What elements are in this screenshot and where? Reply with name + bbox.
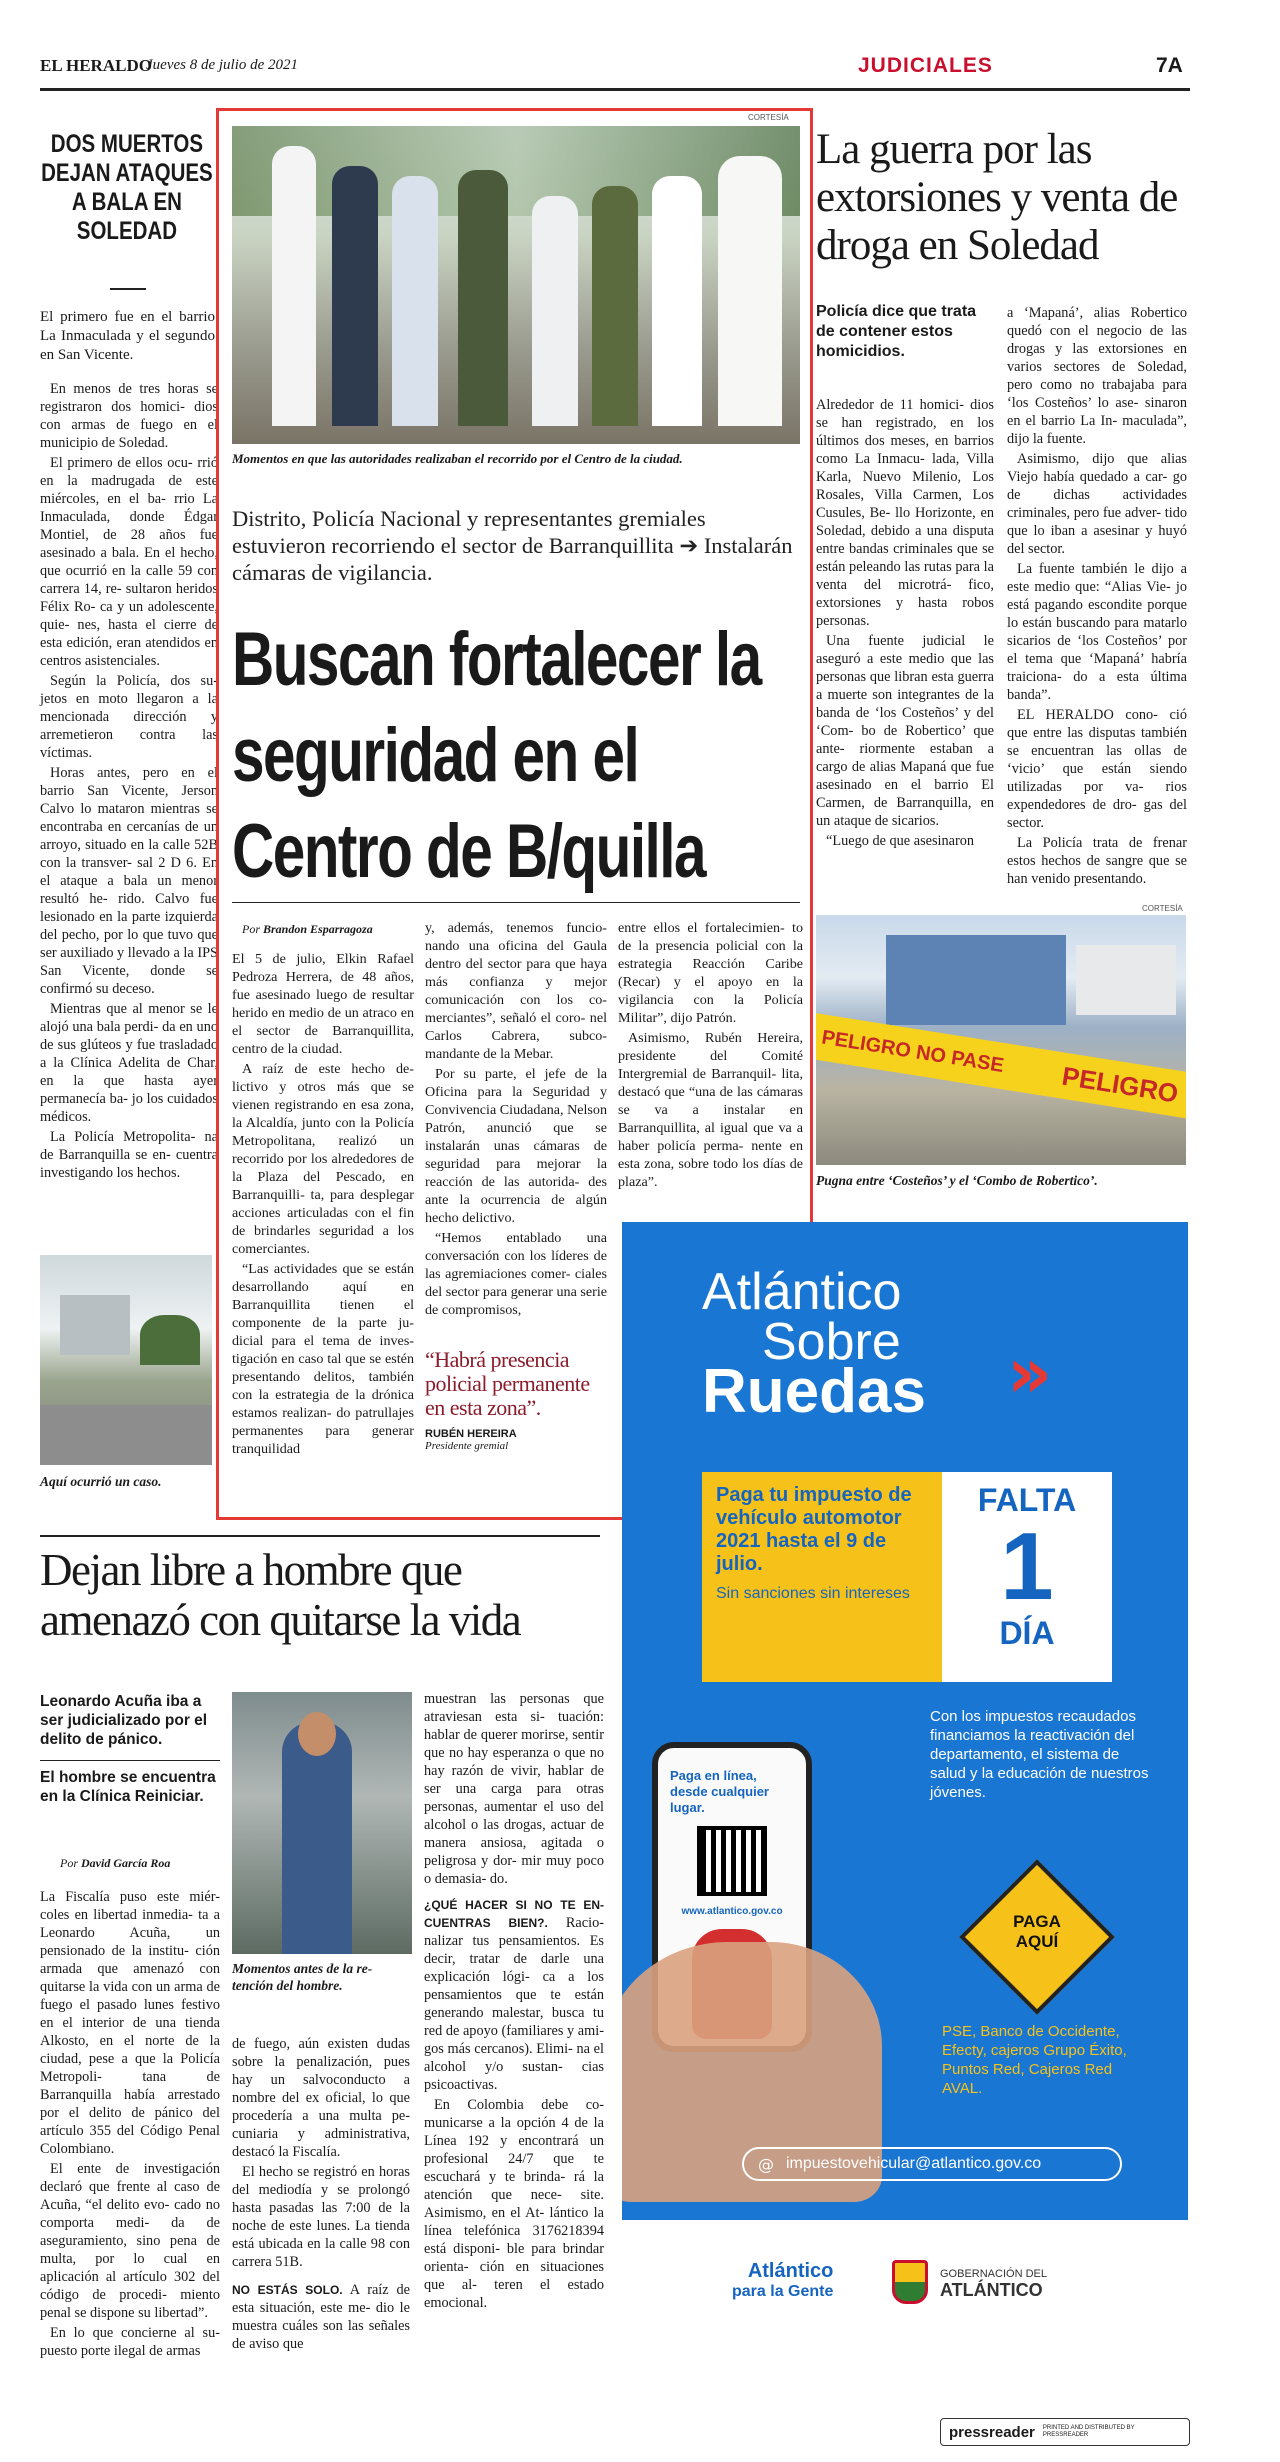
subhead: NO ESTÁS SOLO.: [232, 2283, 343, 2297]
paragraph: Asimismo, Rubén Hereira, presidente del Comité Intergremial de Barranquil- lita, destacó que “una de las cámaras se va a instalar en Barranquillita, al igual que va a haber policía perma- nente en esta zona, sobre todo los días de plaza”.: [618, 1030, 803, 1190]
paragraph: entre ellos el fortalecimien- to de la presencia policial con la estrategia Reacción Caribe (Recar) y el apoyo en la vigilancia con la Policía Militar”, dijo Patrón.: [618, 920, 803, 1026]
paragraph: de fuego, aún existen dudas sobre la penalización, pues hay un salvoconducto a nombre del ex oficial, lo que procedería a una multa pe- cuniaria y administrativa, destacó la Fiscalía.: [232, 2036, 410, 2160]
crest-icon: [892, 2260, 928, 2304]
person-shape: [532, 196, 578, 426]
ad-brand-2: Sobre: [762, 1313, 901, 1371]
paragraph: muestran las personas que atraviesan esta si- tuación: hablar de querer morirse, sentir que no hay esperanza o que no hay razón de vivir, hablar de ser una carga para otras personas, aumentar el uso del alcohol o las drogas, actuar de manera ansiosa, agitada o peligrosa y dor- mir muy poco o demasia- do.: [424, 1691, 604, 1887]
logo1-line2: para la Gente: [732, 2283, 834, 2300]
paragraph: Mientras que al menor se le alojó una bala perdi- da en uno de sus glúteos y fue trasladado a la Clínica Adelita de Char, en la que hasta ayer permanecía ba- jo los cuidados médicos.: [40, 1001, 218, 1125]
tape-text: PELIGRO: [1060, 1060, 1181, 1109]
paragraph: “Las actividades que se están desarrollando aquí en Barranquillita tienen el componente de la parte ju- dicial para el tema de inves- tigación en caso tal que se estén presentando delitos, también con la estrategia de la drónica estamos realizan- do patrullajes permanentes para generar tranquilidad: [232, 1261, 414, 1457]
section-name: JUDICIALES: [858, 54, 993, 77]
sign-line: PAGA: [1013, 1912, 1061, 1931]
ad-logos: [622, 2220, 1188, 2320]
head-shape: [298, 1712, 336, 1756]
main-photo-caption: Momentos en que las autoridades realizaban el recorrido por el Centro de la ciudad.: [232, 451, 683, 466]
main-quote: [425, 1348, 607, 1452]
left-body: [40, 380, 218, 1184]
byline-author: David García Roa: [81, 1856, 171, 1870]
paragraph: La Policía Metropolita- na de Barranquilla se en- cuentra investigando los hechos.: [40, 1129, 218, 1181]
paragraph: La Fiscalía puso este miér- coles en libertad inmedia- ta a Leonardo Acuña, un pensionado de la institu- ción armada que amenazó con quitarse la vida con un arma de fuego el pasado lunes festivo en el interior de una tienda Alkosto, en el norte de la ciudad, pese a que la Policía Metropoli- tana de Barranquilla había arrestado por el delito de pánico del artículo 355 del Código Penal Colombiano.: [40, 1889, 220, 2157]
left-story: [40, 130, 218, 1181]
bottom-summary-1: Leonardo Acuña iba a ser judicializado por el delito de pánico.: [40, 1693, 208, 1748]
paragraph: y, además, tenemos funcio- nando una oficina del Gaula dentro del sector para que haya más confianza y mejor comunicación con los co- merciantes”, señaló el coro- nel Carlos Cabrera, subco- mandante de la Mebar.: [425, 920, 607, 1062]
ad-brand-1: Atlántico: [702, 1263, 902, 1321]
main-byline: [242, 922, 373, 937]
person-shape: [272, 146, 316, 426]
paragraph: Alrededor de 11 homici- dios se han registrado, en los últimos dos meses, en barrios como La Inmacu- lada, Villa Karla, Nuevo Milenio, Los Rosales, Villa Carmen, Los Cusules, Be- llo Horizonte, en Soledad, debido a una disputa entre bandas criminales que se están peleando las rutas para la venta del microtrá- fico, extorsiones y hasta robos personas.: [816, 397, 994, 629]
main-col-1: [232, 950, 414, 1460]
paper-name: EL HERALDO: [40, 56, 152, 75]
left-photo-caption: Aquí ocurrió un caso.: [40, 1474, 162, 1489]
byline-prefix: Por: [242, 922, 260, 936]
left-summary: El primero fue en el barrio La Inmaculada y el segundo en San Vicente.: [40, 309, 215, 363]
paragraph: El ente de investigación declaró que frente al caso de Acuña, “el delito evo- cado no comporta medi- da de aseguramiento, sino pena de multa, por lo cual en aplicación al artículo 302 del código de procedi- miento penal se dispone su libertad”.: [40, 2161, 220, 2321]
tree-shape: [140, 1315, 200, 1365]
ad-blurb: Con los impuestos recaudados financiamos la reactivación del departamento, el sistema de salud y la educación de nuestros jóvenes.: [930, 1708, 1149, 1801]
chevron-icon: »: [1007, 1332, 1053, 1414]
right-col-1: [816, 396, 994, 852]
ad-dia: DÍA: [999, 1615, 1055, 1651]
paragraph: [232, 2281, 410, 2353]
header-rule: [40, 88, 1190, 91]
bottom-photo: [232, 1692, 412, 1954]
bottom-summary-2: El hombre se encuentra en la Clínica Reiniciar.: [40, 1769, 216, 1805]
sign-line: AQUÍ: [1015, 1932, 1059, 1951]
quote-role: Presidente gremial: [425, 1440, 509, 1452]
paragraph: El hecho se registró en horas del mediodía y se prolongó hasta pasadas las 7:00 de la noche de este lunes. La tienda está ubicada en la calle 98 con carrera 51B.: [232, 2164, 410, 2270]
pressreader-logo: pressreader: [949, 2423, 1035, 2441]
ad-promo-note: Sin sanciones sin intereses: [716, 1585, 910, 1602]
police-officer-shape: [458, 170, 508, 426]
phone-url: www.atlantico.gov.co: [681, 1906, 783, 1917]
bottom-byline: [60, 1856, 170, 1871]
person-shape: [652, 176, 702, 426]
left-headline: DOS MUERTOS DEJAN ATAQUES A BALA EN SOLEDAD: [41, 130, 213, 245]
paragraph-text: A raíz de esta situación, este me- dio le muestra cuáles son las señales de aviso que: [232, 2282, 410, 2352]
left-divider: [110, 288, 146, 290]
arrow-icon: ➔: [679, 533, 699, 558]
ad-countdown-box: [942, 1472, 1112, 1682]
ad-falta: FALTA: [977, 1482, 1077, 1518]
person-shape: [718, 156, 782, 426]
byline-prefix: Por: [60, 1856, 78, 1870]
house-shape: [1076, 945, 1176, 1015]
right-col-2: [1007, 304, 1187, 890]
right-photo-credit: CORTESÍA: [1142, 904, 1183, 913]
edition-date: Jueves 8 de julio de 2021: [146, 57, 299, 73]
warning-tape: [816, 1010, 1186, 1121]
tape-text: PELIGRO NO PASE: [820, 1026, 1006, 1077]
left-photo: [40, 1255, 212, 1465]
paragraph-text: Racio- nalizar tus pensamientos. Es decir, tratar de darle una explicación lógi- ca a los pensamientos que te están generando malestar, busca tu red de apoyo (familiares y ami- gos más cercanos). Elimi- na el alcohol y/o sustan- cias psicoactivas.: [424, 1915, 604, 2093]
man-shape: [282, 1722, 352, 1954]
right-headline: La guerra por las extorsiones y venta de droga en Soledad: [816, 126, 1178, 269]
main-photo: [232, 126, 800, 444]
person-shape: [332, 166, 378, 426]
soldier-shape: [592, 186, 638, 426]
subhead: ¿QUÉ HACER SI NO TE EN- CUENTRAS BIEN?.: [424, 1898, 604, 1930]
email-icon: @: [758, 2154, 774, 2174]
tax-ad: [622, 1222, 1188, 2220]
trees-shape: [232, 126, 800, 216]
logo2-line2: ATLÁNTICO: [940, 2280, 1043, 2300]
paragraph: La fuente también le dijo a este medio que: “Alias Vie- jo está pagando escondite porque lo están buscando para matarlo sicarios de ‘los Costeños’ por el tema que ‘Mapaná’ habría traiciona- do a esta última banda”.: [1007, 561, 1187, 703]
paragraph: Horas antes, pero en el barrio San Vicente, Jerson Calvo lo mataron mientras se encontraba en cercanías de un arroyo, situado en la calle 52B con la transver- sal 2 D 6. En el ataque a bala un menor resultó he- rido. Calvo fue lesionado en la parte izquierda del pecho, por lo que tuvo que ser auxiliado y llevado a la IPS San Vicente, donde se confirmó su deceso.: [40, 765, 218, 997]
right-summary: Policía dice que trata de contener estos homicidios.: [816, 303, 977, 360]
ad-promo: Paga tu impuesto de vehículo automotor 2021 hasta el 9 de julio.: [716, 1484, 912, 1575]
paragraph: “Hemos entablado una conversación con los líderes de las agremiaciones comer- ciales del sector para generar una serie de compromisos,: [425, 1230, 607, 1318]
paragraph: a ‘Mapaná’, alias Robertico quedó con el negocio de las drogas y las extorsiones en varios sectores de Soledad, pero como no trabajaba para ‘los Costeños’ lo ase- sinaron en el barrio La In- maculada”, dijo la fuente.: [1007, 305, 1187, 447]
qr-code-icon: [697, 1826, 767, 1896]
paragraph: A raíz de este hecho de- lictivo y otros más que se vienen registrando en esa zona, la Alcaldía, junto con la Policía Metropolitana, realizó un recorrido por los alrededores de la Plaza del Pescado, en Barranquilli- ta, para desplegar acciones articuladas con el fin de brindarles seguridad a los comerciantes.: [232, 1061, 414, 1257]
paragraph: Una fuente judicial le aseguró a este medio que las personas que libran esta guerra a muerte son integrantes de la banda de ‘los Costeños’ y del ‘Com- bo de Robertico’ que ante- riormente estaban a cargo de alias Mapaná que fue asesinado en el barrio El Carmen, de Barranquilla, en un ataque de sicarios.: [816, 633, 994, 829]
phone-text: Paga en línea, desde cualquier lugar.: [670, 1768, 769, 1815]
paragraph: En Colombia debe co- municarse a la opción 4 de la Línea 192 y encontrará un profesional 24/7 que te escuchará y te brinda- rá la atención que nece- site. Asimismo, en el At- lántico la línea telefónica 3176218394 está disponi- ble para brindar orienta- ción en situaciones que al- teren el estado emocional.: [424, 2097, 604, 2311]
bottom-col-1: [40, 1888, 220, 2362]
pressreader-note: PRINTED AND DISTRIBUTED BY PRESSREADER: [1042, 2425, 1135, 2438]
right-photo-caption: Pugna entre ‘Costeños’ y el ‘Combo de Robertico’.: [816, 1173, 1098, 1188]
page-number: 7A: [1156, 54, 1183, 77]
bottom-summary-rule: [40, 1760, 220, 1761]
page-header: [40, 52, 1240, 92]
person-shape: [392, 176, 438, 426]
paragraph: EL HERALDO cono- ció que entre las disputas también se encuentran las ollas de ‘vicio’ que están siendo utilizadas por va- rios expendedores de dro- gas del sector.: [1007, 707, 1187, 831]
paragraph: “Luego de que asesinaron: [826, 833, 975, 849]
ad-promo-box: [702, 1472, 942, 1682]
paragraph: Asimismo, dijo que alias Viejo había quedado a car- go de dichas actividades criminales, pero fue adver- tido que lo iban a asesinar y huyó del sector.: [1007, 451, 1187, 557]
paragraph: El primero de ellos ocu- rrió en la madrugada de este miércoles, en el ba- rrio La Inmaculada, donde Édgar Montiel, de 28 años fue asesinado a bala. En el hecho, que ocurrió en la calle 59 con carrera 14, re- sultaron heridos Félix Ro- ca y un adolescente, quie- nes, hasta el cierre de esta edición, eran atendidos en centros asistenciales.: [40, 455, 218, 669]
sign-text: [1004, 1912, 1070, 1952]
logo1-line1: Atlántico: [747, 2260, 834, 2282]
ad-email: impuestovehicular@atlantico.gov.co: [786, 2155, 1042, 2172]
paragraph: En lo que concierne al su- puesto porte ilegal de armas: [40, 2325, 220, 2359]
quote-text: “Habrá presencia policial permanente en esta zona”.: [425, 1347, 590, 1420]
main-summary-b: Instalarán cámaras de vigilancia.: [232, 533, 793, 585]
bottom-headline: Dejan libre a hombre que amenazó con quitarse la vida: [40, 1545, 521, 1645]
byline-author: Brandon Esparragoza: [263, 922, 373, 936]
paragraph: [424, 1896, 604, 2094]
paragraph: Según la Policía, dos su- jetos en moto llegaron a la mencionada dirección y arremetieron contra las víctimas.: [40, 673, 218, 761]
ad-days: 1: [1000, 1513, 1054, 1620]
building-shape: [60, 1295, 130, 1355]
paragraph: La Policía trata de frenar estos hechos de sangre que se han venido presentando.: [1007, 835, 1187, 887]
pressreader-badge[interactable]: [940, 2418, 1190, 2446]
right-photo: [816, 915, 1186, 1165]
paragraph: En menos de tres horas se registraron dos homici- dios con armas de fuego en el municipio de Soledad.: [40, 381, 218, 451]
main-summary: [232, 505, 800, 586]
ad-email-bar[interactable]: [742, 2147, 1122, 2181]
bottom-col-2: [232, 2035, 410, 2355]
logo2-line1: GOBERNACIÓN DEL: [940, 2268, 1047, 2280]
house-shape: [886, 935, 1066, 1025]
bottom-photo-caption: Momentos antes de la re- tención del hombre.: [232, 1961, 373, 1993]
bottom-story-rule: [40, 1535, 600, 1537]
ad-places: PSE, Banco de Occidente, Efecty, cajeros Grupo Éxito, Puntos Red, Cajeros Red AVAL.: [942, 2023, 1127, 2097]
main-headline: Buscan fortalecer la seguridad en el Centro de B/quilla: [232, 617, 761, 894]
bottom-col-3: [424, 1690, 604, 2314]
main-col-3: [618, 919, 803, 1193]
paragraph: El 5 de julio, Elkin Rafael Pedroza Herrera, de 48 años, fue asesinado luego de resultar herido en medio de un atraco en el sector de Barranquillita, centro de la ciudad.: [232, 951, 414, 1057]
ad-brand-3: Ruedas: [702, 1357, 926, 1426]
main-headline-rule: [232, 902, 800, 903]
main-photo-credit: CORTESÍA: [748, 113, 789, 122]
street-shape: [40, 1405, 212, 1465]
main-summary-a: Distrito, Policía Nacional y representantes gremiales estuvieron recorriendo el sector de Barranquillita: [232, 506, 706, 558]
main-col-2: [425, 919, 607, 1321]
paragraph: Por su parte, el jefe de la Oficina para la Seguridad y Convivencia Ciudadana, Nelson Patrón, anunció que se instalarán unas cámaras de seguridad para mejorar la reacción de las autorida- des ante la ocurrencia de algún hecho delictivo.: [425, 1066, 608, 1226]
quote-name: RUBÉN HEREIRA: [425, 1428, 517, 1440]
